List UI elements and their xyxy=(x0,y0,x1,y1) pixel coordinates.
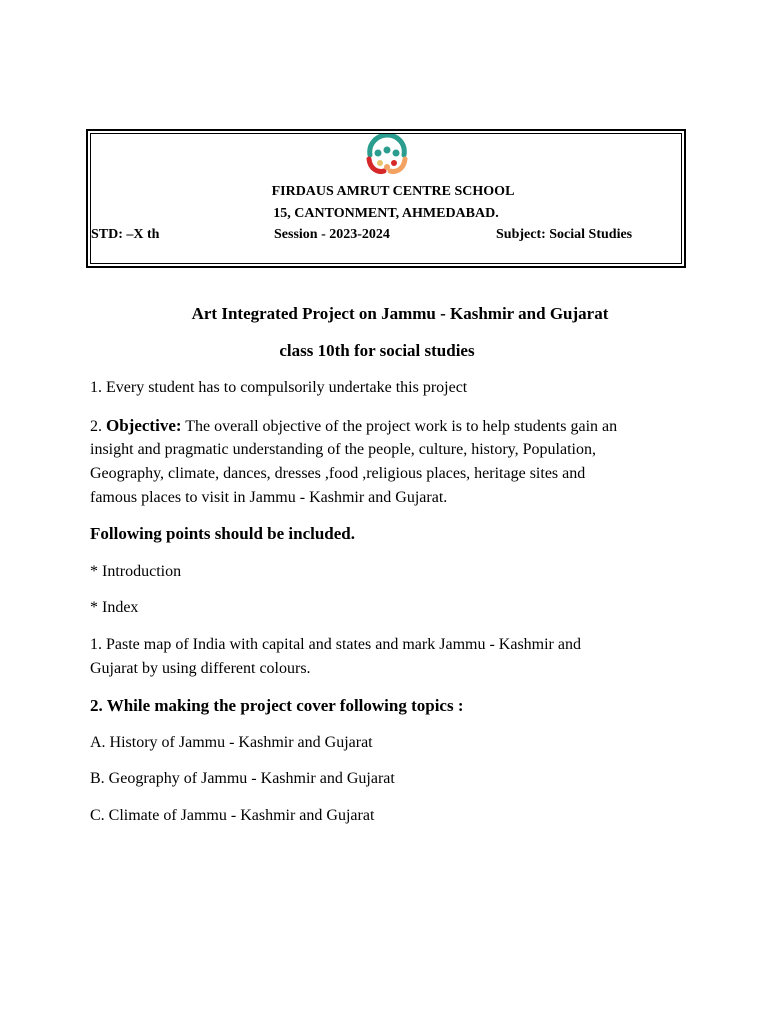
std-label: STD: –X th xyxy=(91,227,160,242)
following-heading: Following points should be included. xyxy=(90,524,356,543)
topic-geography: B. Geography of Jammu - Kashmir and Gujarat xyxy=(90,770,395,787)
objective-number: 2. xyxy=(90,418,106,435)
page-subtitle: class 10th for social studies xyxy=(279,341,475,360)
school-address: 15, CANTONMENT, AHMEDABAD. xyxy=(273,206,499,221)
bullet-index: * Index xyxy=(90,599,139,616)
topics-heading: 2. While making the project cover following topics : xyxy=(90,696,464,715)
subject-label: Subject: Social Studies xyxy=(496,227,633,242)
objective-line-2: insight and pragmatic understanding of the people, culture, history, Population, xyxy=(90,441,596,458)
objective-line-1 xyxy=(90,414,690,439)
page-title: Art Integrated Project on Jammu - Kashmir and Gujarat xyxy=(191,304,609,323)
topic-history: A. History of Jammu - Kashmir and Gujarat xyxy=(90,734,373,751)
objective-line-3: Geography, climate, dances, dresses ,food ,religious places, heritage sites and xyxy=(90,465,586,482)
school-name: FIRDAUS AMRUT CENTRE SCHOOL xyxy=(271,184,515,199)
bullet-introduction: * Introduction xyxy=(90,563,182,580)
map-point-line-2: Gujarat by using different colours. xyxy=(90,660,311,677)
school-header xyxy=(86,129,686,268)
objective-text-1: The overall objective of the project work is to help students gain an xyxy=(181,418,618,435)
session-label: Session - 2023-2024 xyxy=(274,227,390,242)
objective-label: Objective: xyxy=(106,416,182,435)
objective-line-4: famous places to visit in Jammu - Kashmir and Gujarat. xyxy=(90,489,448,506)
topic-climate: C. Climate of Jammu - Kashmir and Gujarat xyxy=(90,807,375,824)
point-compulsory: 1. Every student has to compulsorily undertake this project xyxy=(90,379,468,396)
school-logo-icon xyxy=(364,133,410,175)
map-point-line-1: 1. Paste map of India with capital and states and mark Jammu - Kashmir and xyxy=(90,636,581,653)
